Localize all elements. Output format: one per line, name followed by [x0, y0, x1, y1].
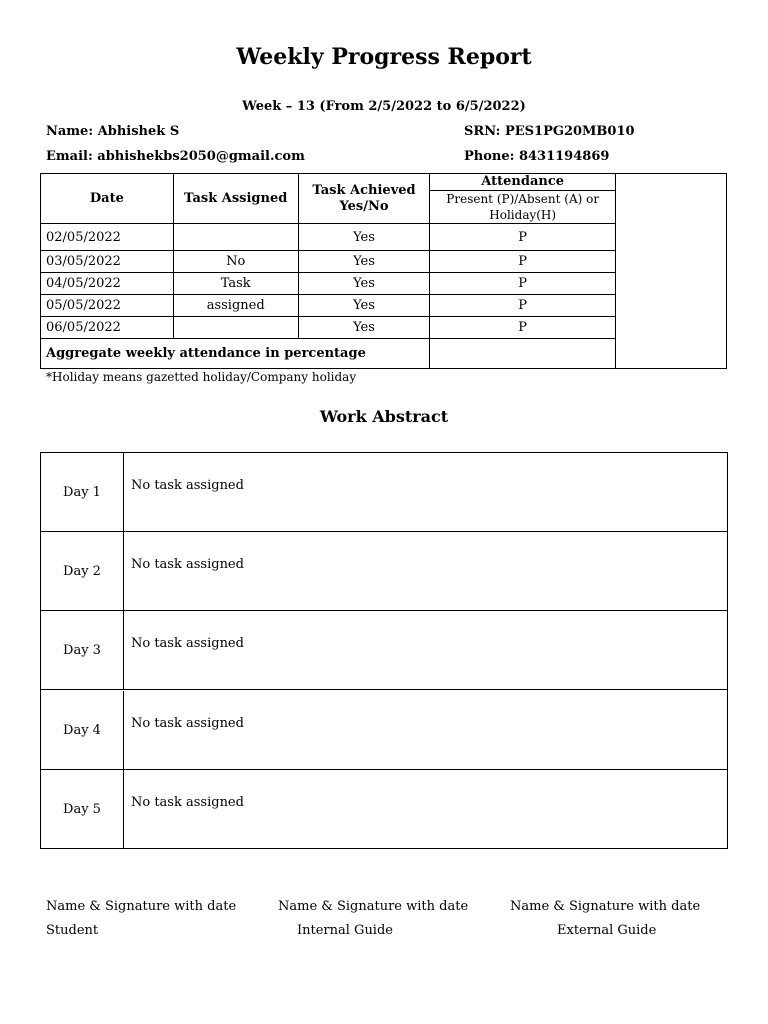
table-row [41, 251, 616, 273]
day-task: No task assigned [131, 557, 244, 572]
table-row [41, 317, 616, 339]
abstract-row [41, 611, 727, 690]
row-task-achieved: Yes [298, 273, 430, 295]
srn-value: PES1PG20MB010 [504, 124, 635, 139]
row-task-achieved: Yes [298, 251, 430, 273]
email-label: Email: [46, 149, 93, 164]
row-task-assigned: assigned [173, 295, 298, 317]
internal-guide-signature-line: Name & Signature with date [278, 899, 469, 914]
day-label: Day 1 [41, 453, 124, 531]
student-role: Student [46, 923, 99, 938]
row-task-achieved: Yes [298, 295, 430, 317]
row-date: 02/05/2022 [41, 224, 174, 251]
name-label: Name: [46, 124, 94, 139]
header-task-assigned: Task Assigned [173, 174, 298, 224]
attendance-table [40, 173, 616, 369]
external-guide-role: External Guide [557, 923, 657, 938]
internal-guide-role: Internal Guide [297, 923, 393, 938]
email-value: abhishekbs2050@gmail.com [97, 149, 305, 164]
aggregate-value [430, 339, 616, 369]
header-task-achieved: Task Achieved Yes/No [298, 174, 430, 224]
table-row [41, 295, 616, 317]
student-name-field [46, 124, 179, 139]
row-date: 04/05/2022 [41, 273, 174, 295]
row-attendance: P [430, 224, 616, 251]
phone-value: 8431194869 [518, 149, 610, 164]
row-attendance: P [430, 295, 616, 317]
row-task-assigned [173, 317, 298, 339]
day-label: Day 4 [41, 691, 124, 769]
row-attendance: P [430, 273, 616, 295]
day-task: No task assigned [131, 478, 244, 493]
day-task: No task assigned [131, 636, 244, 651]
row-date: 05/05/2022 [41, 295, 174, 317]
row-task-assigned: No [173, 251, 298, 273]
abstract-row [41, 691, 727, 770]
row-attendance: P [430, 317, 616, 339]
aggregate-row [41, 339, 616, 369]
header-attendance: Attendance [430, 174, 616, 191]
week-range: Week – 13 (From 2/5/2022 to 6/5/2022) [242, 99, 526, 114]
abstract-row [41, 770, 727, 849]
external-guide-signature-line: Name & Signature with date [510, 899, 701, 914]
day-label: Day 2 [41, 532, 124, 610]
email-field [46, 149, 305, 164]
day-task: No task assigned [131, 795, 244, 810]
table-row [41, 273, 616, 295]
abstract-row [41, 532, 727, 611]
photo-box [615, 173, 727, 369]
phone-label: Phone: [464, 149, 515, 164]
row-date: 06/05/2022 [41, 317, 174, 339]
srn-label: SRN: [464, 124, 501, 139]
row-task-achieved: Yes [298, 317, 430, 339]
header-date: Date [41, 174, 174, 224]
page-title: Weekly Progress Report [236, 44, 532, 70]
header-attendance-sub: Present (P)/Absent (A) or Holiday(H) [430, 191, 616, 224]
day-label: Day 3 [41, 611, 124, 689]
day-task: No task assigned [131, 716, 244, 731]
work-abstract-title: Work Abstract [319, 407, 449, 426]
holiday-note: *Holiday means gazetted holiday/Company holiday [46, 370, 357, 384]
student-signature-line: Name & Signature with date [46, 899, 237, 914]
abstract-row [41, 453, 727, 532]
phone-field [464, 149, 609, 164]
table-row [41, 224, 616, 251]
srn-field [464, 124, 635, 139]
row-date: 03/05/2022 [41, 251, 174, 273]
student-name: Abhishek S [97, 124, 180, 139]
row-task-assigned [173, 224, 298, 251]
row-attendance: P [430, 251, 616, 273]
work-abstract-table [40, 452, 728, 849]
row-task-assigned: Task [173, 273, 298, 295]
day-label: Day 5 [41, 770, 124, 849]
row-task-achieved: Yes [298, 224, 430, 251]
aggregate-label: Aggregate weekly attendance in percentage [41, 339, 430, 369]
